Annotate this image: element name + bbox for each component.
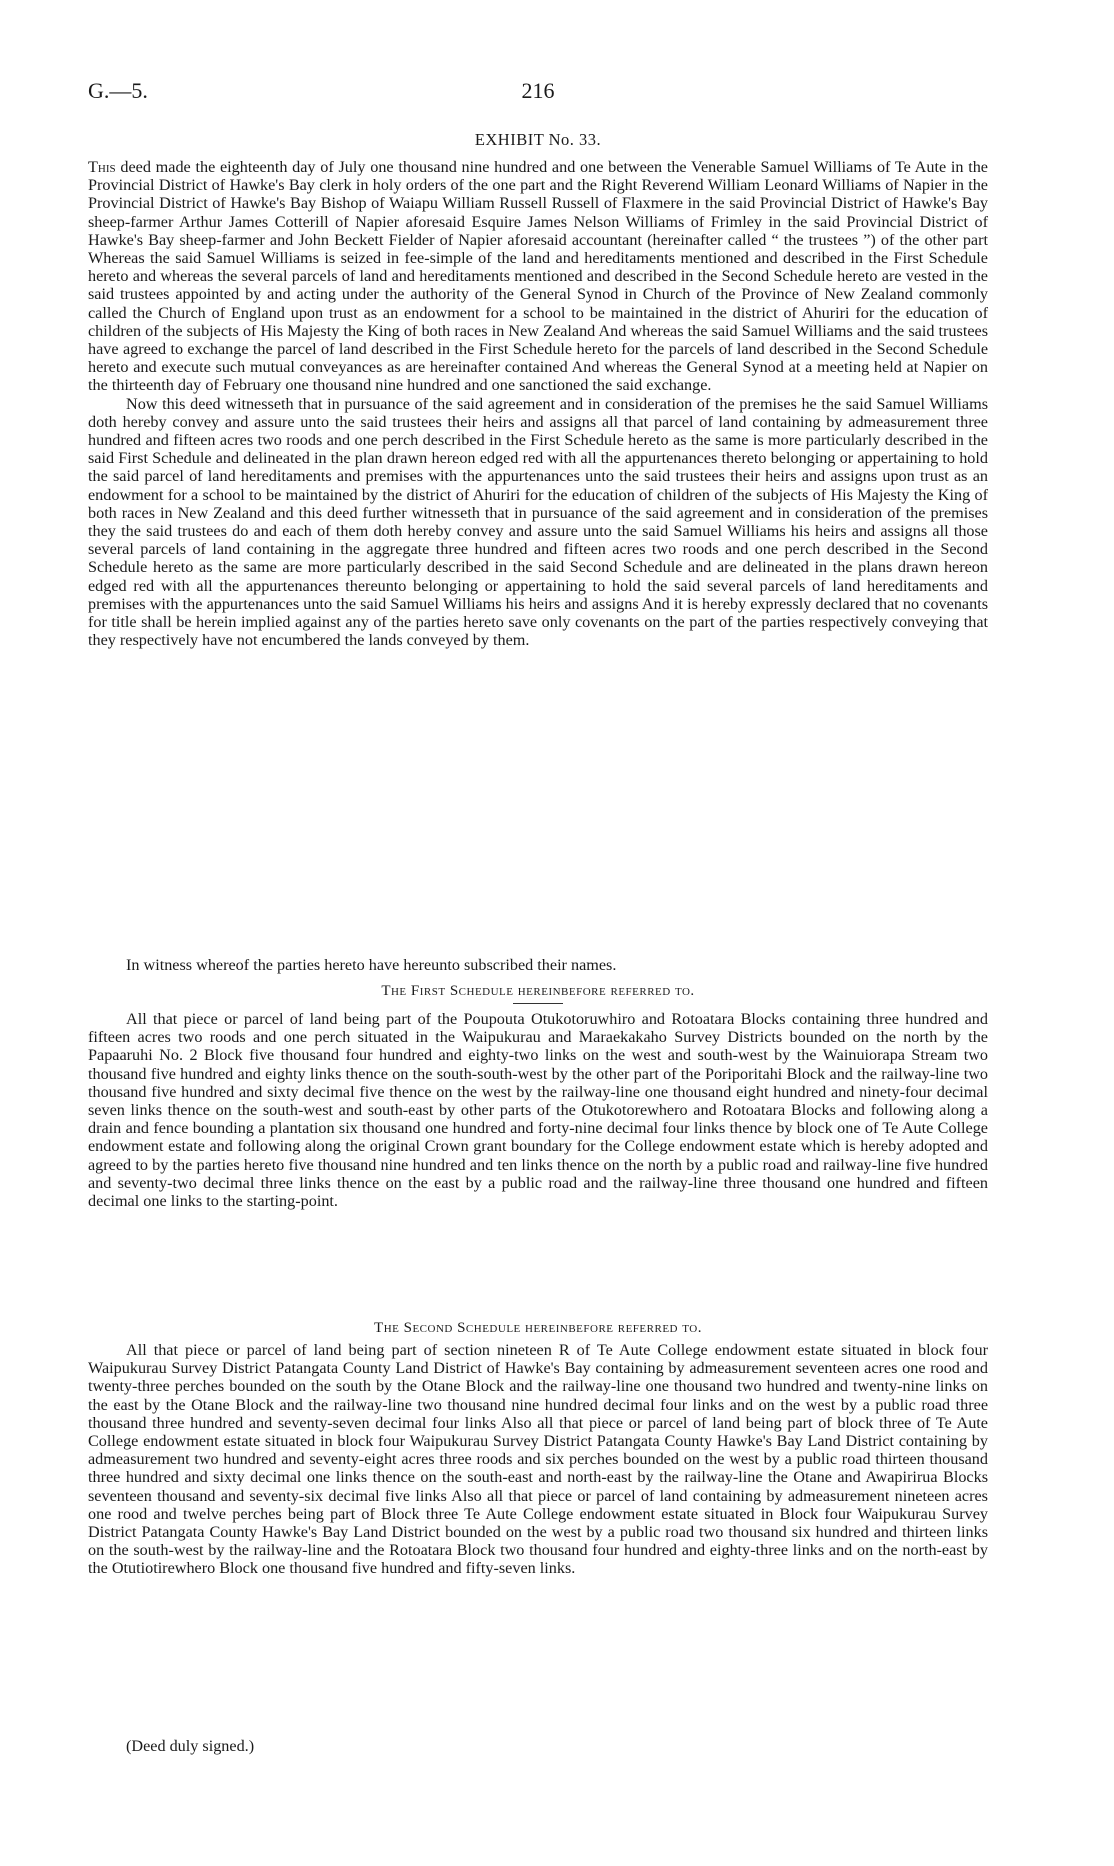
page-number: 216 bbox=[521, 78, 555, 103]
document-page bbox=[88, 0, 988, 1866]
section-divider bbox=[513, 1003, 563, 1004]
second-schedule-title: The Second Schedule hereinbefore referred to. bbox=[374, 1320, 702, 1336]
first-schedule-body bbox=[88, 1010, 988, 1210]
deed-body bbox=[88, 158, 988, 649]
deed-paragraph-2: Now this deed witnesseth that in pursuance of the said agreement and in consideration of the premises he the said Samuel Williams doth hereby convey and assure unto the said trustees their heirs and assigns all that parcel of land containing by admeasurement three hundred and fifteen acres two roods and one perch described in the First Schedule hereto as the same is more particularly described in the said First Schedule and delineated in the plan drawn hereon edged red with all the appurtenances thereto belonging or appertaining to hold the said parcel of land hereditaments and premises with the appurtenances unto the said trustees their heirs and assigns upon trust as an endowment for a school to be maintained by the district of Ahuriri for the education of children of the subjects of His Majesty the King of both races in New Zealand and this deed further witnesseth that in pursuance of the said agreement and in consideration of the premises they the said trustees do and each of them doth hereby convey and assure unto the said Samuel Williams his heirs and assigns all those several parcels of land containing in the aggregate three hundred and fifteen acres two roods and one perch described in the Second Schedule hereto as the same are more particularly described in the said Second Schedule and are delineated in the plans drawn hereon edged red with all the appurtenances thereunto belonging or appertaining to hold the said several parcels of land hereditaments and premises with the appurtenances unto the said Samuel Williams his heirs and assigns And it is hereby expressly declared that no covenants for title shall be herein implied against any of the parties hereto save only covenants on the part of the parties respectively conveying that they respectively have not encumbered the lands conveyed by them. bbox=[88, 394, 988, 650]
first-schedule-text: All that piece or parcel of land being part of the Poupouta Otukotoruwhiro and Rotoatara Blocks containing three hundred and fifteen acres two roods and one perch situated in the Waipukurau and Maraekakaho Survey Districts bounded on the north by the Papaaruhi No. 2 Block five thousand four hundred and eighty-two links on the west and south-west by the Wainuiorapa Stream two thousand five hundred and eighty links thence on the south-south-west by the other part of the Poriporitahi Block and the railway-line two thousand five hundred and sixty decimal five thence on the west by the railway-line one thousand eight hundred and ninety-four decimal seven links thence on the south-west and south-east by other parts of the Otukotorewhero and Rotoatara Blocks and following along a drain and fence bounding a plantation six thousand one hundred and forty-nine decimal four links thence by block one of Te Aute College endowment estate and following along the original Crown grant boundary for the College endowment estate which is hereby adopted and agreed to by the parties hereto five thousand nine hundred and ten links thence on the north by a public road and railway-line five hundred and seventy-two decimal three links thence on the east by a public road and the railway-line three thousand one hundred and fifteen decimal one links to the starting-point. bbox=[88, 1010, 988, 1211]
second-schedule-text: All that piece or parcel of land being part of section nineteen R of Te Aute College endowment estate situated in block four Waipukurau Survey District Patangata County Land District of Hawke's Bay containing by admeasurement seventeen acres one rood and twenty-three perches bounded on the south by the Otane Block and the railway-line one thousand two hundred and twenty-nine links on the east by the Otane Block and the railway-line two thousand nine hundred decimal four links and on the west by a public road three thousand three hundred and seventy-seven decimal four links Also all that piece or parcel of land being part of block three of Te Aute College endowment estate situated in block four Waipukurau Survey District Patangata County Hawke's Bay Land District containing by admeasurement two hundred and seventy-eight acres three roods and six perches bounded on the west by a public road thirteen thousand three hundred and sixty decimal one links thence on the south-east and north-east by the railway-line the Otane and Awapirirua Blocks seventeen thousand and seventy-six decimal five links Also all that piece or parcel of land containing by admeasurement nineteen acres one rood and twelve perches being part of Block three Te Aute College endowment estate situated in Block four Waipukurau Survey District Patangata County Hawke's Bay Land District bounded on the west by a public road two thousand six hundred and thirteen links on the south-west by the railway-line and the Rotoatara Block two thousand four hundred and eighty-three links and on the north-east by the Otutiotirewhero Block one thousand five hundred and fifty-seven links. bbox=[88, 1341, 988, 1578]
second-schedule-body bbox=[88, 1341, 988, 1578]
deed-paragraph-1 bbox=[88, 158, 988, 395]
deed-lead-word: This bbox=[88, 158, 116, 176]
page-header bbox=[88, 78, 988, 108]
witness-text: In witness whereof the parties hereto have hereunto subscribed their names. bbox=[126, 956, 617, 974]
exhibit-title: EXHIBIT No. 33. bbox=[474, 130, 602, 149]
document-reference: G.—5. bbox=[88, 78, 148, 103]
signature-note bbox=[88, 1737, 988, 1755]
deed-signed-text: (Deed duly signed.) bbox=[126, 1737, 255, 1755]
witness-clause bbox=[88, 956, 988, 974]
first-schedule-title: The First Schedule hereinbefore referred to. bbox=[381, 983, 695, 999]
deed-paragraph-1-text: deed made the eighteenth day of July one thousand nine hundred and one between the Venerable Samuel Williams of Te Aute in the Provincial District of Hawke's Bay clerk in holy orders of the one part and the Right Reverend William Leonard Williams of Napier in the Provincial District of Hawke's Bay Bishop of Waiapu William Russell Russell of Flaxmere in the said Provincial District of Hawke's Bay sheep-farmer Arthur James Cotterill of Napier aforesaid Esquire James Nelson Williams of Frimley in the said Provincial District of Hawke's Bay sheep-farmer and John Beckett Fielder of Napier aforesaid accountant (hereinafter called “ the trustees ”) of the other part Whereas the said Samuel Williams is seized in fee-simple of the land and hereditaments mentioned and described in the First Schedule hereto and whereas the several parcels of land and hereditaments mentioned and described in the Second Schedule hereto are vested in the said trustees appointed by and acting under the authority of the General Synod in Church of the Province of New Zealand commonly called the Church of England upon trust as an endowment for a school to be maintained in the district of Ahuriri for the education of children of the subjects of His Majesty the King of both races in New Zealand And whereas the said Samuel Williams and the said trustees have agreed to exchange the parcel of land described in the First Schedule hereto for the parcels of land described in the Second Schedule hereto and execute such mutual conveyances as are hereinafter contained And whereas the General Synod at a meeting held at Napier on the thirteenth day of February one thousand nine hundred and one sanctioned the said exchange. bbox=[88, 158, 988, 395]
